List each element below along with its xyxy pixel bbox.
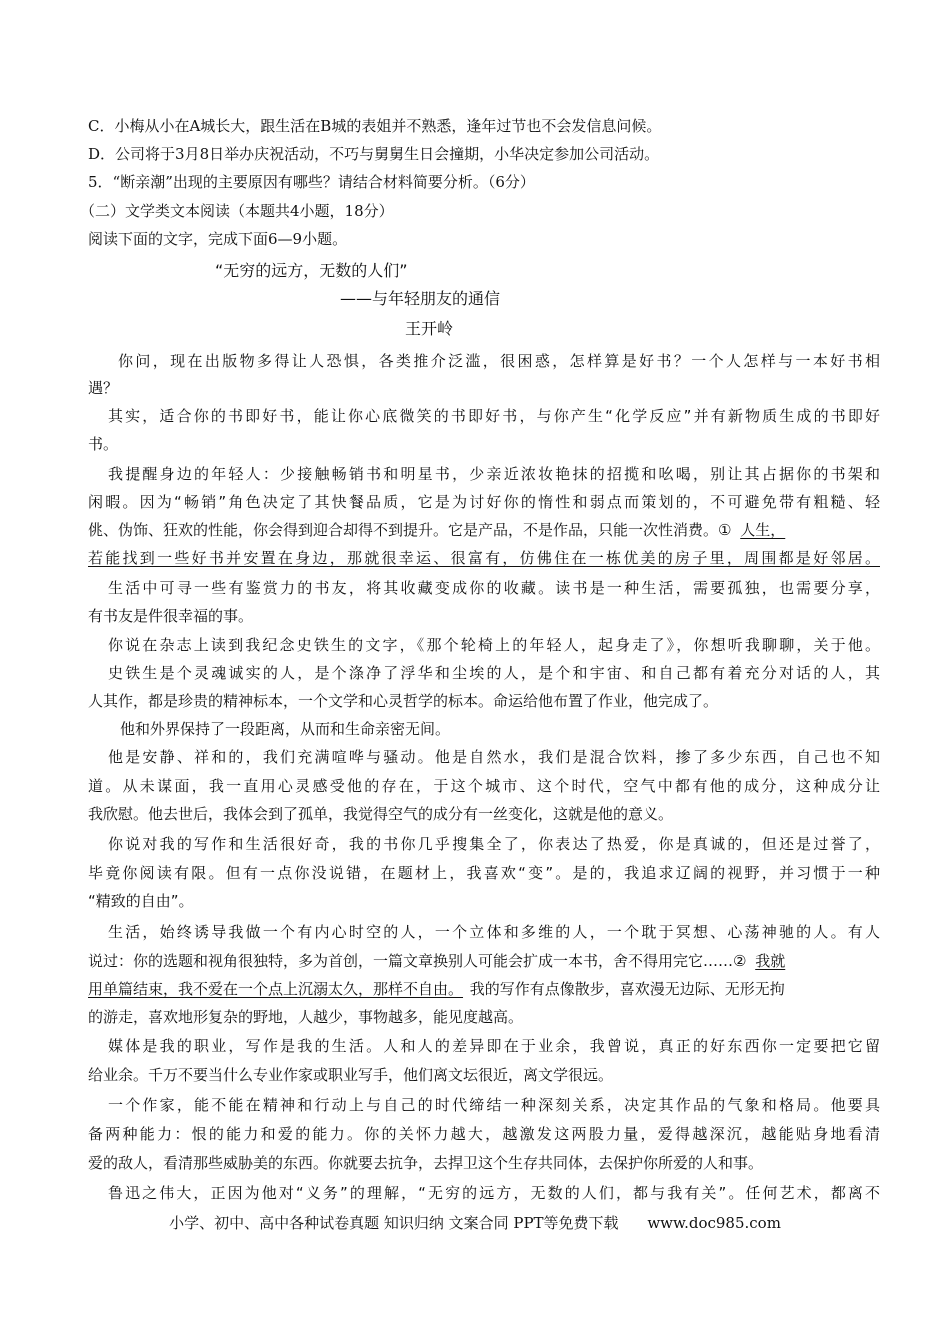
section-heading: （二）文学类文本阅读（本题共4小题，18分）	[80, 202, 394, 220]
option-d: D．公司将于3月8日举办庆祝活动，不巧与舅舅生日会撞期，小华决定参加公司活动。	[88, 145, 660, 163]
paragraph-line: 给业余。千万不要当什么专业作家或职业写手，他们离文坛很近，离文学很远。	[88, 1066, 614, 1084]
paragraph-line: 我欣慰。他去世后，我体会到了孤单，我觉得空气的成分有一丝变化，这就是他的意义。	[88, 805, 674, 823]
paragraph-line	[88, 519, 880, 541]
paragraph-line: 爱的敌人，看清那些威胁美的东西。你就要去抗争，去捍卫这个生存共同体，去保护你所爱的人和事。	[88, 1154, 764, 1172]
footer-url[interactable]: www.doc985.com	[647, 1214, 781, 1232]
article-subtitle: ——与年轻朋友的通信	[340, 289, 501, 308]
paragraph-line: 一个作家，能不能在精神和行动上与自己的时代缔结一种深刻关系，决定其作品的气象和格局。他要具	[108, 1096, 880, 1114]
paragraph-line: 媒体是我的职业，写作是我的生活。人和人的差异即在于业余，我曾说，真正的好东西你一定要把它留	[108, 1037, 880, 1055]
article-author: 王开岭	[405, 319, 454, 338]
footer-text: 小学、初中、高中各种试卷真题 知识归纳 文案合同 PPT等免费下载	[169, 1214, 619, 1232]
paragraph-line: 遇？	[88, 379, 119, 397]
paragraph-line: 备两种能力：恨的能力和爱的能力。你的关怀力越大，越激发这两股力量，爱得越深沉，越能贴身地看清	[88, 1125, 880, 1143]
paragraph-line: 我提醒身边的年轻人：少接触畅销书和明星书，少亲近浓妆艳抹的招揽和吆喝，别让其占据你的书架和	[108, 465, 880, 483]
line-text: 我的写作有点像散步，喜欢漫无边际、无形无拘	[469, 980, 785, 998]
paragraph-line: 的游走，喜欢地形复杂的野地，人越少，事物越多，能见度越高。	[88, 1008, 524, 1026]
paragraph-line	[88, 978, 880, 1000]
line-text: 佻、伪饰、狂欢的性能，你会得到迎合却得不到提升。它是产品，不是作品，只能一次性消费。①	[88, 521, 732, 539]
paragraph-line: 道。从未谋面，我一直用心灵感受他的存在，于这个城市、这个时代，空气中都有他的成分，这种成分让	[88, 777, 880, 795]
paragraph-line: 生活，始终诱导我做一个有内心时空的人，一个立体和多维的人，一个耽于冥想、心荡神驰的人。有人	[108, 923, 880, 941]
reading-instruction: 阅读下面的文字，完成下面6—9小题。	[88, 230, 348, 248]
paragraph-line: “精致的自由”。	[88, 892, 194, 910]
option-c: C．小梅从小在A城长大，跟生活在B城的表姐并不熟悉，逢年过节也不会发信息问候。	[88, 117, 662, 135]
paragraph-line: 鲁迅之伟大，正因为他对“义务”的理解，“无穷的远方，无数的人们，都与我有关”。任何艺术，都离不	[108, 1184, 880, 1202]
paragraph-line: 你说在杂志上读到我纪念史铁生的文字，《那个轮椅上的年轻人，起身走了》，你想听我聊聊，关于他。	[108, 636, 880, 654]
paragraph-line: 他是安静、祥和的，我们充满喧哗与骚动。他是自然水，我们是混合饮料，掺了多少东西，自己也不知	[108, 748, 880, 766]
paragraph-line: 史铁生是个灵魂诚实的人，是个涤净了浮华和尘埃的人，是个和宇宙、和自己都有着充分对话的人，其	[108, 664, 880, 682]
underlined-sentence-2: 我就	[755, 952, 786, 970]
paragraph-line: 你说对我的写作和生活很好奇，我的书你几乎搜集全了，你表达了热爱，你是真诚的，但还是过誉了，	[108, 835, 880, 853]
paragraph-line: 人其作，都是珍贵的精神标本，一个文学和心灵哲学的标本。命运给他布置了作业，他完成了。	[88, 692, 719, 710]
question-5: 5．“断亲潮”出现的主要原因有哪些？请结合材料简要分析。（6分）	[88, 173, 535, 191]
article-title: “无穷的远方，无数的人们”	[215, 261, 408, 280]
paragraph-line: 他和外界保持了一段距离，从而和生命亲密无间。	[120, 720, 451, 738]
paragraph-line: 有书友是件很幸福的事。	[88, 607, 254, 625]
underlined-sentence-1: 人生，	[740, 521, 786, 539]
paragraph-line: 闲暇。因为“畅销”角色决定了其快餐品质，它是为讨好你的惰性和弱点而策划的，不可避免带有粗糙、轻	[88, 493, 880, 511]
paragraph-line: 生活中可寻一些有鉴赏力的书友，将其收藏变成你的收藏。读书是一种生活，需要孤独，也需要分享，	[108, 579, 880, 597]
paragraph-line: 书。	[88, 435, 119, 453]
underlined-sentence-1-cont: 若能找到一些好书并安置在身边，那就很幸运、很富有，仿佛住在一栋优美的房子里，周围都是好邻居。	[88, 549, 880, 567]
paragraph-line: 其实，适合你的书即好书，能让你心底微笑的书即好书，与你产生“化学反应”并有新物质生成的书即好	[108, 407, 880, 425]
paragraph-line	[88, 950, 880, 972]
underlined-sentence-2-cont: 用单篇结束，我不爱在一个点上沉溺太久，那样不自由。	[88, 980, 464, 998]
page-footer	[0, 1212, 950, 1233]
paragraph-line: 你问，现在出版物多得让人恐惧，各类推介泛滥，很困惑，怎样算是好书？一个人怎样与一本好书相	[118, 352, 880, 370]
paragraph-line: 毕竟你阅读有限。但有一点你没说错，在题材上，我喜欢“变”。是的，我追求辽阔的视野，并习惯于一种	[88, 864, 880, 882]
line-text: 说过：你的选题和视角很独特，多为首创，一篇文章换别人可能会扩成一本书，舍不得用完它……②	[88, 952, 747, 970]
